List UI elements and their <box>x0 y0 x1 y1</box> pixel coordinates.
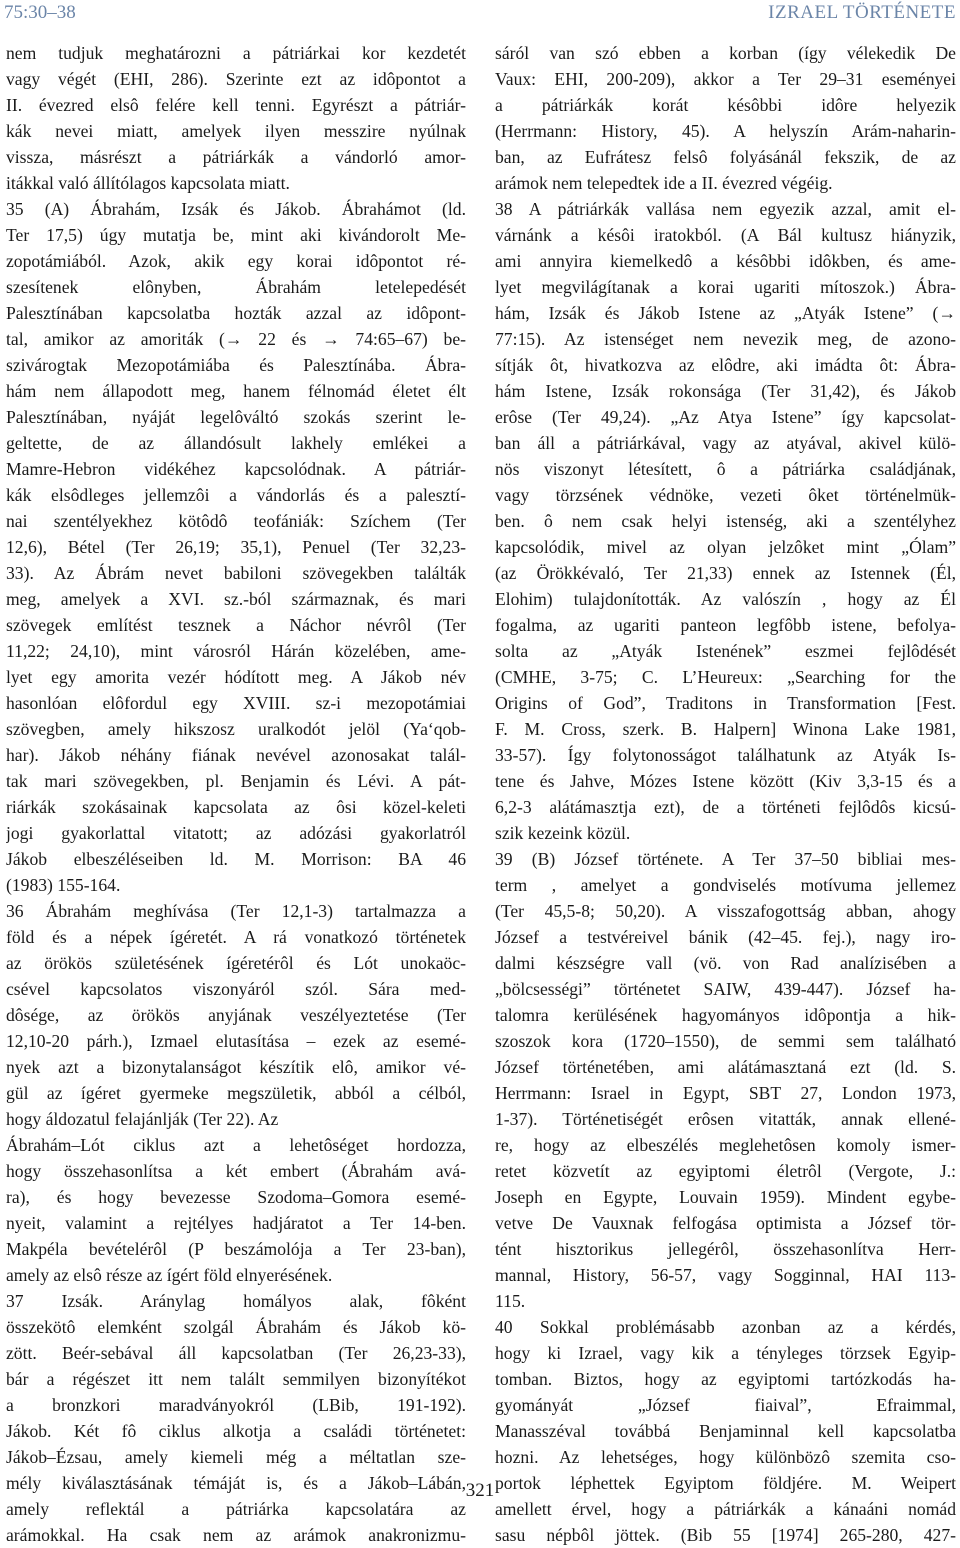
text-line: geltette, de az állandósult lakhely emlékei a <box>6 433 466 453</box>
text-line: hám, Izsák és Jákob Istene az „Atyák Istene” (→ <box>495 303 956 323</box>
text-line: erôse (Ter 49,24). „Az Atya Istene” így kapcsolat- <box>495 407 956 427</box>
text-line: Makpéla bevételérôl (P beszámolója a Ter 23-ban), <box>6 1239 466 1259</box>
text-line: 40 Sokkal problémásabb azonban az a kérdés, <box>495 1317 956 1337</box>
text-line: hasonlóan elôfordul egy XVIII. sz-i mezopotámiai <box>6 693 466 713</box>
text-line: 33). Az Ábrám nevet babiloni szövegekben találták <box>6 563 466 583</box>
text-line: tak mari szövegekben, pl. Benjamin és Lévi. A pát- <box>6 771 466 791</box>
running-header-title: IZRAEL TÖRTÉNETE <box>768 2 956 23</box>
text-line: F. M. Cross, szerk. B. Halpern] Winona Lake 1981, <box>495 719 956 739</box>
text-line: kák nevei miatt, amelyek ilyen messzire nyúlnak <box>6 121 466 141</box>
text-line: tént hisztorikus jellegérôl, összehasonlítva Herr- <box>495 1239 956 1259</box>
text-line: zopotámiából. Azok, akik egy korai idôpontot ré- <box>6 251 466 271</box>
text-line: riárkák szokásainak kapcsolata az ôsi közel-keleti <box>6 797 466 817</box>
left-text-column <box>6 40 466 1548</box>
text-line: amellett érvel, hogy a pátriárkák a kánaáni nomád <box>495 1499 956 1519</box>
text-line: 1-37). Történetiségét erôsen vitatták, annak ellené- <box>495 1109 956 1129</box>
text-line: portok léphettek Egyiptom földjére. M. Weipert <box>495 1473 956 1493</box>
text-line: zött. Beér-sebával áll kapcsolatban (Ter 26,23-33), <box>6 1343 466 1363</box>
text-line: 6,2-3 alátámasztja ezt), de a történeti fejlôdôs kicsú- <box>495 797 956 817</box>
text-line: szoszok kora (1720–1550), de semmi sem található <box>495 1031 956 1051</box>
text-line: csével kapcsolatos viszonyáról szól. Sára med- <box>6 979 466 999</box>
text-line: „bölcsességi” történetet SAIW, 439-447). József ha- <box>495 979 956 999</box>
text-line: 11,22; 24,10), mint városról Hárán közelében, ame- <box>6 641 466 661</box>
text-line: nös viszonyt létesített, ô a pátriárka családjának, <box>495 459 956 479</box>
text-line: Mamre-Hebron vidékéhez kapcsolódnak. A pátriár- <box>6 459 466 479</box>
text-line: nyek azt a bizonytalanságot készítik elô, amikor vé- <box>6 1057 466 1077</box>
text-line: 38 A pátriárkák vallása nem egyezik azzal, amit el- <box>495 199 956 219</box>
text-line: term , amelyet a gondviselés motívuma jellemez <box>495 875 956 895</box>
text-line: jogi gyakorlattal vitatott; az adózási gyakorlatról <box>6 823 466 843</box>
text-line: dalmi készségre vall (vö. von Rad analízisében a <box>495 953 956 973</box>
text-line: szesítenek elônyben, Ábrahám letelepedését <box>6 277 466 297</box>
text-line: Herrmann: Israel in Egypt, SBT 27, London 1973, <box>495 1083 956 1103</box>
text-line: szövegben, amely hikszosz uralkodót jelöl (Ya‘qob- <box>6 719 466 739</box>
text-line: itákkal való állítólagos kapcsolata miatt. <box>6 173 290 193</box>
text-line: vagy végét (EHI, 286). Szerinte ezt az idôpontot a <box>6 69 466 89</box>
text-line: Palesztínában kapcsolatba hozták azzal az idôpont- <box>6 303 466 323</box>
text-line: Ter 17,5) úgy mutatja be, mint aki kivándorolt Me- <box>6 225 466 245</box>
text-line: 12,6), Bétel (Ter 26,19; 35,1), Penuel (Ter 32,23- <box>6 537 466 557</box>
text-line: tomban. Biztos, hogy az egyiptomi tartózkodás ha- <box>495 1369 956 1389</box>
text-line: összekötô elemként szolgál Ábrahám és Jákob kö- <box>6 1317 466 1337</box>
text-line: fogalma, az ugariti panteon legfôbb istene, befolya- <box>495 615 956 635</box>
text-line: mély kiválasztásának témáját is, és a Jákob–Lábán, <box>6 1473 466 1493</box>
text-line: nai szentélyekhez kötôdô teofániák: Szíchem (Ter <box>6 511 466 531</box>
text-line: ban áll a pátriárkával, vagy az atyával, akivel külö- <box>495 433 956 453</box>
text-line: hám nem állapodott meg, hanem félnomád életet élt <box>6 381 466 401</box>
text-line: Jákob elbeszéléseiben ld. M. Morrison: BA 46 <box>6 849 466 869</box>
text-line: Jákob–Ézsau, amely kiemeli még a méltatlan sze- <box>6 1447 466 1467</box>
text-line: arámok nem telepedtek ide a II. évezred végéig. <box>495 173 833 193</box>
text-line: sasu népbôl jöttek. (Bib 55 [1974] 265-280, 427- <box>495 1525 956 1545</box>
text-line: gyományát „József fiaival”, Efraimmal, <box>495 1395 956 1415</box>
text-line: nem tudjuk meghatározni a pátriárkai kor kezdetét <box>6 43 466 63</box>
page-number: 321 <box>465 1480 495 1501</box>
text-line: hám Istene, Izsák rokonsága (Ter 31,42), és Jákob <box>495 381 956 401</box>
text-line: föld és a népek ígéretét. A rá vonatkozó történetek <box>6 927 466 947</box>
text-line: ami annyira kiemelkedô a késôbbi idôkben, és ame- <box>495 251 956 271</box>
text-line: 77:15). Az istenséget nem nevezik meg, de azono- <box>495 329 956 349</box>
text-line: arámokkal. Ha csak nem az arámok anakronizmu- <box>6 1525 466 1545</box>
text-line: ben. ô nem csak helyi istenség, aki a szentélyhez <box>495 511 956 531</box>
text-line: József történetében, ami alátámasztaná ezt (ld. S. <box>495 1057 956 1077</box>
text-line: hogy ki Izrael, vagy kik a tényleges törzsek Egyip- <box>495 1343 956 1363</box>
text-line: nyeit, valamint a rejtélyes hadjáratot a Ter 14-ben. <box>6 1213 466 1233</box>
text-line: lyet megvilágítanak a korai ugariti mítoszok.) Ábra- <box>495 277 956 297</box>
text-line: amely az elsô része az ígért föld elnyerésének. <box>6 1265 333 1285</box>
text-line: sáról van szó ebben a korban (így vélekedik De <box>495 43 956 63</box>
text-line: meg, amelyek a XVI. sz.-ból származnak, és mari <box>6 589 466 609</box>
text-line: (Herrmann: History, 45). A helyszín Arám-naharin- <box>495 121 956 141</box>
text-line: (CMHE, 3-75; C. L’Heureux: „Searching for the <box>495 667 956 687</box>
text-line: talomra kerülésének hagyományos idôpontja a hik- <box>495 1005 956 1025</box>
text-line: Vaux: EHI, 200-209), akkor a Ter 29–31 eseményei <box>495 69 956 89</box>
text-line: har). Jákob néhány fiának nevével azonosakat talál- <box>6 745 466 765</box>
text-line: lyet egy amorita vezér hódított meg. A Jákob név <box>6 667 466 687</box>
text-line: hogy áldozatul felajánlják (Ter 22). Az <box>6 1109 279 1129</box>
text-line: 39 (B) József története. A Ter 37–50 bibliai mes- <box>495 849 956 869</box>
text-line: retet közvetít az egyiptomi életrôl (Vergote, J.: <box>495 1161 956 1181</box>
text-line: szik kezeink közül. <box>495 823 631 843</box>
text-line: Manasszéval továbbá Benjaminnal kell kapcsolatba <box>495 1421 956 1441</box>
text-line: tene és Jahve, Mózes Istene között (Kiv 3,3-15 és a <box>495 771 956 791</box>
text-line: II. évezred elsô felére kell tenni. Egyrészt a pátriár- <box>6 95 466 115</box>
running-header-verse-range: 75:30–38 <box>4 2 76 23</box>
right-text-column <box>495 40 956 1548</box>
text-line: Ábrahám–Lót ciklus azt a lehetôséget hordozza, <box>6 1135 466 1155</box>
text-line: Joseph en Egypte, Louvain 1959). Mindent egybe- <box>495 1187 956 1207</box>
text-line: az örökös születésének ígéretérôl és Lót unokaöc- <box>6 953 466 973</box>
text-line: vissza, másrészt a pátriárkák a vándorló amor- <box>6 147 466 167</box>
text-line: vagy törzsének védnöke, vezeti ôket történelmük- <box>495 485 956 505</box>
text-line: József a testvéreivel bánik (42–45. fej.), nagy iro- <box>495 927 956 947</box>
text-line: (1983) 155-164. <box>6 875 121 895</box>
text-line: ban, az Eufrátesz felsô folyásánál fekszik, de az <box>495 147 956 167</box>
text-line: solta az „Atyák Istenének” eszmei fejlôdését <box>495 641 956 661</box>
text-line: kapcsolódik, mivel az olyan jelzôket mint „Ólam” <box>495 537 956 557</box>
text-line: szövegek említést tesznek a Náchor névrôl (Ter <box>6 615 466 635</box>
text-line: várnánk a késôi iratokból. (A Bál kultusz hiányzik, <box>495 225 956 245</box>
text-line: (Ter 45,5-8; 50,20). A visszafogottság abban, ahogy <box>495 901 956 921</box>
text-line: a pátriárkák korát késôbbi idôre helyezik <box>495 95 956 115</box>
text-line: amely reflektál a pátriárka kapcsolatára az <box>6 1499 466 1519</box>
text-line: hogy összehasonlítsa a két embert (Ábrahám avá- <box>6 1161 466 1181</box>
text-line: (az Örökkévaló, Ter 21,33) ennek az Istennek (Él, <box>495 563 956 583</box>
text-line: tal, amikor az amoriták (→ 22 és → 74:65–67) be- <box>6 329 466 349</box>
text-line: a bronzkori maradványokról (LBib, 191-192). <box>6 1395 466 1415</box>
text-line: kák elsôdleges jellemzôi a vándorlás és a palesztí- <box>6 485 466 505</box>
text-line: 115. <box>495 1291 526 1311</box>
text-line: 33-57). Így folytonosságot találhatunk az Atyák Is- <box>495 745 956 765</box>
text-line: 12,10-20 párh.), Izmael elutasítása – ezek az esemé- <box>6 1031 466 1051</box>
text-line: re, hogy az elbeszélés meglehetôsen komoly ismer- <box>495 1135 956 1155</box>
text-line: hozni. Az lehetséges, hogy különbözô szemita cso- <box>495 1447 956 1467</box>
text-line: Palesztínában, nyáját legelôváltó szokás szerint le- <box>6 407 466 427</box>
text-line: Elohim) tulajdonították. Az valószín , hogy az Él <box>495 589 956 609</box>
text-line: bár a régészet itt nem talált semmilyen bizonyítékot <box>6 1369 466 1389</box>
text-line: mannal, History, 56-57, vagy Sogginnal, HAI 113- <box>495 1265 956 1285</box>
text-line: gül az ígéret gyermeke megszületik, abból a célból, <box>6 1083 466 1103</box>
text-line: 35 (A) Ábrahám, Izsák és Jákob. Ábrahámot (ld. <box>6 199 466 219</box>
text-line: vetve De Vauxnak felfogása optimista a József tör- <box>495 1213 956 1233</box>
text-line: sítják ôt, hivatkozva az elôdre, aki imádta ôt: Ábra- <box>495 355 956 375</box>
text-line: szivárogtak Mezopotámiába és Palesztínába. Ábra- <box>6 355 466 375</box>
text-line: 36 Ábrahám meghívása (Ter 12,1-3) tartalmazza a <box>6 901 466 921</box>
text-line: Origins of God”, Traditons in Transformation [Fest. <box>495 693 956 713</box>
text-line: Jákob. Két fô ciklus alkotja a családi történetet: <box>6 1421 466 1441</box>
text-line: dôsége, az örökös anyjának veszélyeztetése (Ter <box>6 1005 466 1025</box>
text-line: ra), és hogy bevezesse Szodoma–Gomora esemé- <box>6 1187 466 1207</box>
text-line: 37 Izsák. Aránylag homályos alak, fôként <box>6 1291 466 1311</box>
